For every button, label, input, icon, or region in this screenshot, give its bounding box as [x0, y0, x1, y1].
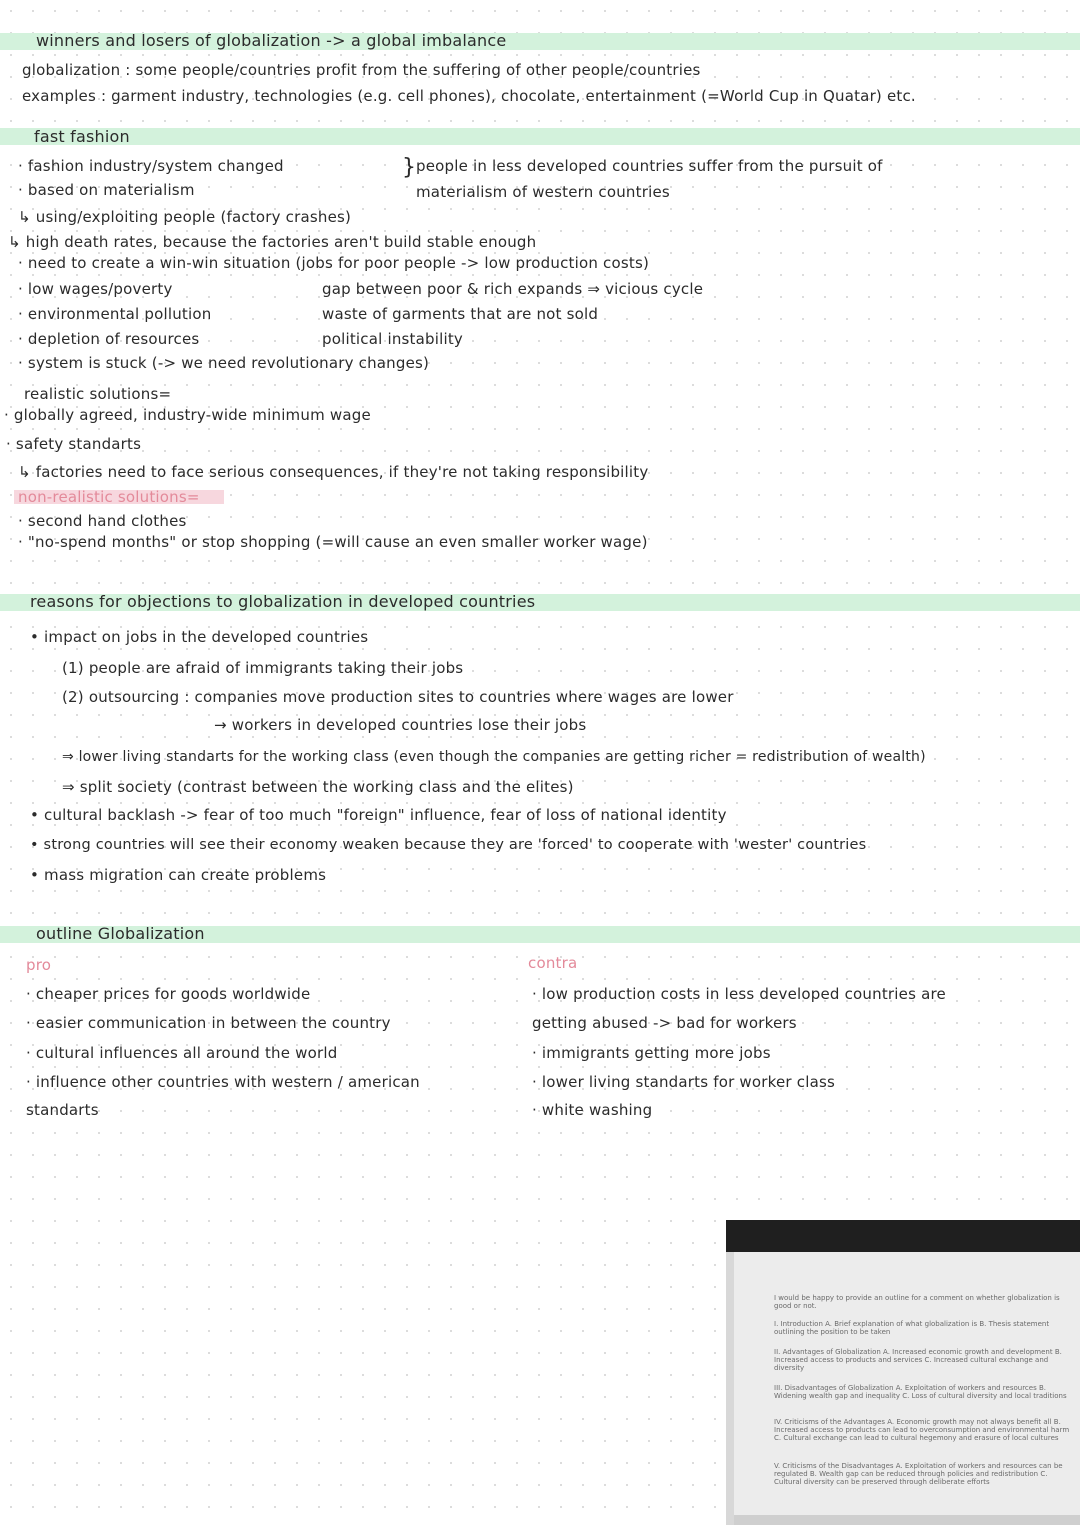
section-heading-outline: outline Globalization	[36, 924, 205, 943]
note-line: · environmental pollution	[18, 305, 212, 323]
contra-item: getting abused -> bad for workers	[532, 1014, 797, 1032]
laptop-bezel	[726, 1220, 1080, 1252]
screen-paragraph: V. Criticisms of the Disadvantages A. Exploitation of workers and resources can be regulated B. Wealth gap can be reduced through policies and redistribution C. Cultural diversity can be preserved through deliberate efforts	[774, 1462, 1063, 1486]
bracket-note: people in less developed countries suffer from the pursuit of	[416, 157, 883, 175]
note-line: · globally agreed, industry-wide minimum wage	[4, 406, 371, 424]
note-line: • impact on jobs in the developed countries	[30, 628, 369, 646]
note-line: (2) outsourcing : companies move production sites to countries where wages are lower	[62, 688, 734, 706]
note-line: · depletion of resources	[18, 330, 200, 348]
note-line: · based on materialism	[18, 181, 195, 199]
realistic-heading: realistic solutions=	[24, 385, 172, 403]
contra-label: contra	[528, 954, 578, 972]
note-line: ↳ using/exploiting people (factory crashes)	[18, 208, 352, 226]
note-line: • strong countries will see their economy weaken because they are 'forced' to cooperate with 'wester' countries	[30, 837, 867, 853]
screen-paragraph: I would be happy to provide an outline for a comment on whether globalization is good or not.	[774, 1294, 1060, 1310]
non-realistic-heading: non-realistic solutions=	[18, 488, 200, 506]
bracket-note: materialism of western countries	[416, 183, 670, 201]
note-line: · need to create a win-win situation (jobs for poor people -> low production costs)	[18, 254, 650, 272]
note-line: • mass migration can create problems	[30, 866, 327, 884]
highlight-bar	[0, 128, 1080, 145]
screen-paragraph: II. Advantages of Globalization A. Increased economic growth and development B. Increased access to products and services C. Increased cultural exchange and diversity	[774, 1348, 1062, 1372]
note-line: · fashion industry/system changed	[18, 157, 284, 175]
note-line: ⇒ split society (contrast between the working class and the elites)	[62, 778, 574, 796]
section-heading-winners-losers: winners and losers of globalization -> a global imbalance	[36, 31, 507, 50]
section-heading-objections: reasons for objections to globalization in developed countries	[30, 592, 536, 611]
pro-item: · cheaper prices for goods worldwide	[26, 985, 311, 1003]
embedded-screen-photo	[726, 1220, 1080, 1525]
contra-item: · immigrants getting more jobs	[532, 1044, 771, 1062]
screen-taskbar	[734, 1515, 1080, 1525]
note-line: • cultural backlash -> fear of too much "foreign" influence, fear of loss of national identity	[30, 806, 727, 824]
note-line: · "no-spend months" or stop shopping (=will cause an even smaller worker wage)	[18, 533, 648, 551]
note-line: · second hand clothes	[18, 512, 187, 530]
note-line: · safety standarts	[6, 435, 142, 453]
pro-item: standarts	[26, 1101, 99, 1119]
pro-label: pro	[26, 956, 52, 974]
note-line: · low wages/poverty	[18, 280, 173, 298]
screen-paragraph: I. Introduction A. Brief explanation of what globalization is B. Thesis statement outlining the position to be taken	[774, 1320, 1050, 1336]
screen-paragraph: III. Disadvantages of Globalization A. Exploitation of workers and resources B. Widening wealth gap and inequality C. Loss of cultural diversity and local traditions	[774, 1384, 1067, 1400]
note-line-right: gap between poor & rich expands ⇒ vicious cycle	[322, 280, 704, 298]
note-line: globalization : some people/countries profit from the suffering of other people/countries	[22, 61, 701, 79]
screen-paragraph: IV. Criticisms of the Advantages A. Economic growth may not always benefit all B. Increased access to products can lead to overconsumption and environmental harm C. Cultural exchange can lead to cultural hegemony and erasure of local cultures	[774, 1418, 1070, 1442]
note-line: → workers in developed countries lose their jobs	[214, 716, 587, 734]
brace-symbol: }	[402, 155, 417, 180]
note-line-right: waste of garments that are not sold	[322, 305, 599, 323]
note-line-right: political instability	[322, 330, 464, 348]
note-line: (1) people are afraid of immigrants taking their jobs	[62, 659, 464, 677]
pro-item: · cultural influences all around the world	[26, 1044, 338, 1062]
contra-item: · lower living standarts for worker class	[532, 1073, 835, 1091]
pro-item: · influence other countries with western / american	[26, 1073, 420, 1091]
note-line: ⇒ lower living standarts for the working class (even though the companies are getting richer = redistribution of wealth)	[62, 749, 926, 765]
note-line: ↳ factories need to face serious consequences, if they're not taking responsibility	[18, 463, 649, 481]
section-heading-fast-fashion: fast fashion	[34, 127, 130, 146]
contra-item: · low production costs in less developed countries are	[532, 985, 946, 1003]
note-line: ↳ high death rates, because the factories aren't build stable enough	[8, 233, 537, 251]
note-line: examples : garment industry, technologies (e.g. cell phones), chocolate, entertainment (=World Cup in Quatar) etc.	[22, 87, 916, 105]
pro-item: · easier communication in between the country	[26, 1014, 391, 1032]
note-line: · system is stuck (-> we need revolutionary changes)	[18, 354, 430, 372]
contra-item: · white washing	[532, 1101, 653, 1119]
